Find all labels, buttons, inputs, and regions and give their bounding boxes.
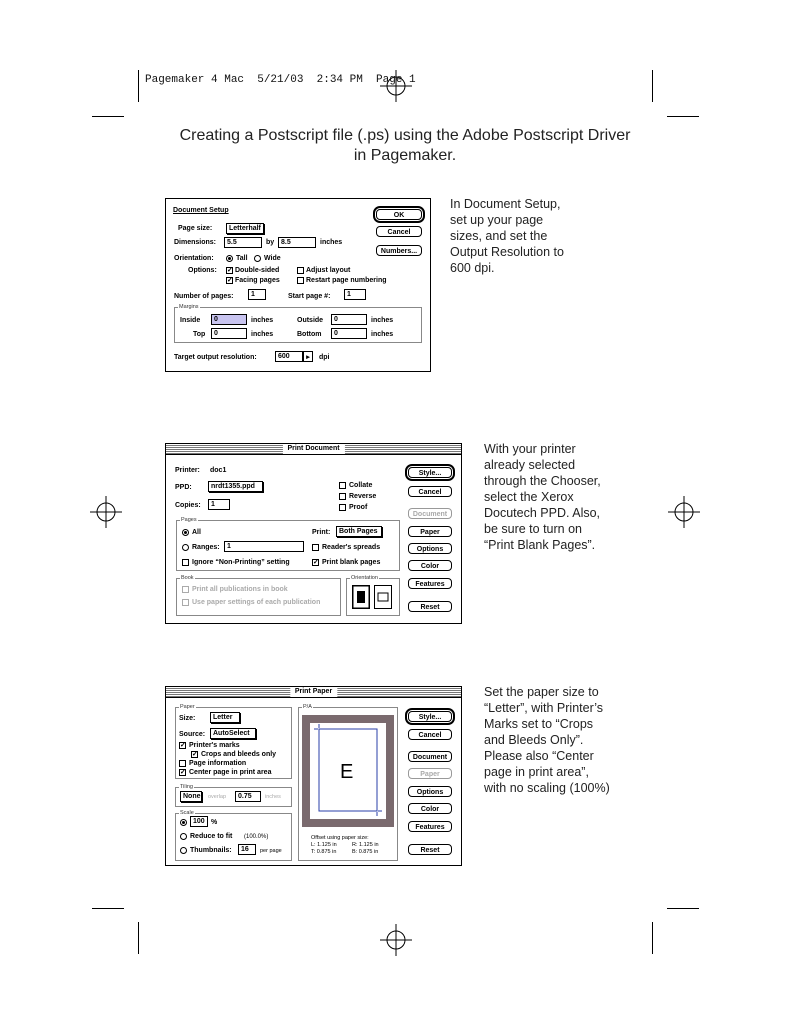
orientation-label: Orientation: (174, 255, 214, 262)
collate-label: Collate (349, 482, 373, 489)
height-field[interactable]: 8.5 (278, 237, 316, 248)
registration-mark-icon (668, 496, 700, 528)
size-select[interactable]: Letter (210, 712, 240, 723)
color-button[interactable]: Color (408, 560, 452, 571)
margins-group-label: Margins (179, 304, 199, 310)
offset-top: T: 0.875 in (311, 849, 337, 855)
source-label: Source: (179, 731, 206, 738)
caption-line: Output Resolution to (450, 245, 564, 259)
dpi-label: dpi (319, 354, 330, 361)
print-doc-caption (484, 441, 624, 553)
use-paper-settings-checkbox[interactable] (182, 599, 189, 606)
overlap-label: overlap (208, 794, 227, 800)
caption-line: page in print area”, (484, 765, 589, 779)
print-all-pubs-checkbox[interactable] (182, 586, 189, 593)
size-label: Size: (179, 715, 196, 722)
features-button[interactable]: Features (408, 821, 452, 832)
crop-mark (138, 922, 139, 954)
paper-button[interactable]: Paper (408, 768, 452, 779)
dialog-titlebar (166, 444, 461, 455)
reduce-to-fit-radio[interactable] (180, 833, 187, 840)
printer-value: doc1 (210, 467, 227, 474)
caption-line: with no scaling (100%) (484, 781, 610, 795)
print-select[interactable]: Both Pages (336, 526, 382, 537)
caption-line: Please also “Center (484, 749, 594, 763)
offset-bottom: B: 0.875 in (352, 849, 379, 855)
outside-label: Outside (297, 317, 324, 324)
cancel-button[interactable]: Cancel (408, 486, 452, 497)
printers-marks-label: Printer's marks (189, 742, 240, 749)
ppd-select[interactable]: nrdt1355.ppd (208, 481, 263, 492)
all-pages-label: All (192, 529, 201, 536)
readers-spreads-checkbox[interactable] (312, 544, 319, 551)
num-pages-label: Number of pages: (174, 293, 234, 300)
collate-checkbox[interactable] (339, 482, 346, 489)
page-title-line: Creating a Postscript file (.ps) using the Adobe Postscript Driver (179, 127, 631, 144)
readers-spreads-label: Reader's spreads (322, 544, 381, 551)
page-size-label: Page size: (178, 225, 213, 232)
proof-checkbox[interactable] (339, 504, 346, 511)
inches-label: inches (251, 317, 274, 324)
book-group (176, 578, 341, 616)
resolution-arrow-icon[interactable]: ▸ (303, 351, 313, 362)
inches-label: inches (371, 331, 394, 338)
caption-line: Set the paper size to (484, 685, 599, 699)
all-pages-radio[interactable] (182, 529, 189, 536)
print-paper-caption (484, 684, 624, 796)
tall-label: Tall (236, 255, 248, 262)
document-setup-dialog (165, 198, 431, 372)
bottom-label: Bottom (297, 331, 322, 338)
double-sided-checkbox[interactable]: ✓ (227, 267, 233, 274)
print-label: Print: (312, 529, 331, 536)
thumbnails-field[interactable]: 16 (238, 844, 256, 855)
by-label: by (266, 239, 275, 246)
orientation-group-label: Orientation (351, 575, 378, 581)
crop-mark (652, 70, 653, 102)
inches-label: inches (371, 317, 394, 324)
crop-mark (138, 70, 139, 102)
caption-line: 600 dpi. (450, 261, 495, 275)
caption-line: already selected (484, 458, 576, 472)
preview-group-label: P/A (303, 704, 312, 710)
overlap-field[interactable]: 0.75 (235, 791, 261, 802)
options-button[interactable]: Options (408, 543, 452, 554)
reduce-value-label: (100.0%) (244, 834, 269, 840)
wide-radio[interactable] (254, 255, 261, 262)
source-select[interactable]: AutoSelect (210, 728, 256, 739)
options-button[interactable]: Options (408, 786, 452, 797)
crop-mark (92, 908, 124, 909)
page-title-line: in Pagemaker. (353, 147, 457, 164)
tiling-select[interactable]: None (180, 791, 202, 802)
cancel-button[interactable]: Cancel (376, 226, 422, 237)
crop-mark (92, 116, 124, 117)
use-paper-settings-label: Use paper settings of each publication (192, 599, 321, 606)
resolution-field[interactable]: 600 (275, 351, 303, 362)
scale-radio[interactable] (180, 819, 187, 826)
options-label: Options: (188, 267, 217, 274)
caption-line: and Bleeds Only”. (484, 733, 584, 747)
caption-line: Marks set to “Crops (484, 717, 594, 731)
printer-label: Printer: (175, 467, 200, 474)
page-info-label: Page information (189, 760, 247, 767)
tall-radio[interactable] (226, 255, 233, 262)
inside-label: Inside (180, 317, 201, 324)
scale-field[interactable]: 100 (190, 816, 208, 827)
style-button[interactable]: Style... (408, 467, 452, 478)
crops-only-label: Crops and bleeds only (201, 751, 277, 758)
offset-left: L: 1.125 in (311, 842, 337, 848)
caption-line: “Letter”, with Printer’s (484, 701, 604, 715)
per-page-label: per page (260, 848, 282, 854)
paper-group-label: Paper (180, 704, 195, 710)
ppd-label: PPD: (175, 484, 192, 491)
page-info-checkbox[interactable] (179, 760, 186, 767)
pages-group-label: Pages (181, 517, 197, 523)
outside-field[interactable]: 0 (331, 314, 367, 325)
portrait-orientation-icon[interactable] (352, 585, 370, 609)
caption-line: set up your page (450, 213, 544, 227)
cancel-button[interactable]: Cancel (408, 729, 452, 740)
ok-button[interactable]: OK (376, 209, 422, 220)
dialog-title: Print Document (282, 444, 344, 454)
thumbnails-radio[interactable] (180, 847, 187, 854)
ranges-radio[interactable] (182, 544, 189, 551)
ranges-label: Ranges: (192, 544, 220, 551)
adjust-layout-label: Adjust layout (306, 267, 351, 274)
reverse-label: Reverse (349, 493, 377, 500)
restart-numbering-label: Restart page numbering (306, 277, 387, 284)
thumbnails-label: Thumbnails: (190, 847, 232, 854)
width-field[interactable]: 5.5 (224, 237, 262, 248)
resolution-label: Target output resolution: (174, 354, 257, 361)
bottom-field[interactable]: 0 (331, 328, 367, 339)
book-group-label: Book (181, 575, 194, 581)
dialog-title: Document Setup (173, 207, 229, 214)
dimensions-label: Dimensions: (174, 239, 217, 246)
crop-mark (667, 908, 699, 909)
caption-line: select the Xerox (484, 490, 574, 504)
print-paper-dialog (165, 686, 462, 866)
registration-mark-icon (380, 924, 412, 956)
page-size-select[interactable]: Letterhalf (226, 223, 264, 234)
offset-right: R: 1.125 in (352, 842, 379, 848)
top-label: Top (193, 331, 206, 338)
ignore-nonprinting-checkbox[interactable] (182, 559, 189, 566)
copies-field[interactable]: 1 (208, 499, 230, 510)
inside-field[interactable]: 0 (211, 314, 247, 325)
restart-numbering-checkbox[interactable] (297, 277, 304, 284)
paper-button[interactable]: Paper (408, 526, 452, 537)
document-button[interactable]: Document (408, 751, 452, 762)
percent-label: % (211, 819, 218, 826)
preview-letter: E (340, 761, 354, 783)
crops-only-checkbox[interactable]: ✓ (192, 751, 198, 758)
caption-line: In Document Setup, (450, 197, 561, 211)
adjust-layout-checkbox[interactable] (297, 267, 304, 274)
copies-label: Copies: (175, 502, 201, 509)
caption-line: “Print Blank Pages”. (484, 538, 596, 552)
tiling-group-label: Tiling (180, 784, 193, 790)
start-page-field[interactable]: 1 (344, 289, 366, 300)
landscape-orientation-icon[interactable] (374, 585, 392, 609)
print-blank-label: Print blank pages (322, 559, 381, 566)
caption-line: Docutech PPD. Also, (484, 506, 601, 520)
offset-title: Offset using paper size: (311, 835, 369, 841)
units-label: inches (320, 239, 343, 246)
color-button[interactable]: Color (408, 803, 452, 814)
start-page-label: Start page #: (288, 293, 331, 300)
facing-pages-checkbox[interactable]: ✓ (227, 277, 233, 284)
reduce-to-fit-label: Reduce to fit (190, 833, 233, 840)
top-field[interactable]: 0 (211, 328, 247, 339)
numbers-button[interactable]: Numbers... (376, 245, 422, 256)
inches-label: inches (251, 331, 274, 338)
print-blank-checkbox[interactable]: ✓ (313, 559, 319, 566)
style-button[interactable]: Style... (408, 711, 452, 722)
registration-mark-icon (90, 496, 122, 528)
slug-header: Pagemaker 4 Mac 5/21/03 2:34 PM Page 1 (145, 74, 416, 86)
overlap-units-label: inches (265, 794, 281, 800)
reset-button[interactable]: Reset (408, 844, 452, 855)
crop-mark (667, 116, 699, 117)
crop-mark (652, 922, 653, 954)
ignore-nonprinting-label: Ignore “Non-Printing” setting (192, 559, 290, 566)
ranges-field[interactable]: 1 (224, 541, 304, 552)
reverse-checkbox[interactable] (339, 493, 346, 500)
scale-group-label: Scale (180, 810, 194, 816)
center-page-label: Center page in print area (189, 769, 272, 776)
dialog-titlebar (166, 687, 461, 698)
reset-button[interactable]: Reset (408, 601, 452, 612)
doc-setup-caption (450, 196, 590, 276)
print-document-dialog (165, 443, 462, 624)
dialog-title: Print Paper (290, 687, 337, 697)
center-page-checkbox[interactable]: ✓ (180, 769, 186, 776)
printers-marks-checkbox[interactable]: ✓ (180, 742, 186, 749)
print-all-pubs-label: Print all publications in book (192, 586, 288, 593)
caption-line: With your printer (484, 442, 576, 456)
caption-line: sizes, and set the (450, 229, 548, 243)
proof-label: Proof (349, 504, 368, 511)
double-sided-label: Double-sided (235, 267, 280, 274)
caption-line: be sure to turn on (484, 522, 582, 536)
facing-pages-label: Facing pages (235, 277, 280, 284)
caption-line: through the Chooser, (484, 474, 601, 488)
document-button[interactable]: Document (408, 508, 452, 519)
num-pages-field[interactable]: 1 (248, 289, 266, 300)
features-button[interactable]: Features (408, 578, 452, 589)
wide-label: Wide (264, 255, 281, 262)
page-title (150, 126, 660, 166)
